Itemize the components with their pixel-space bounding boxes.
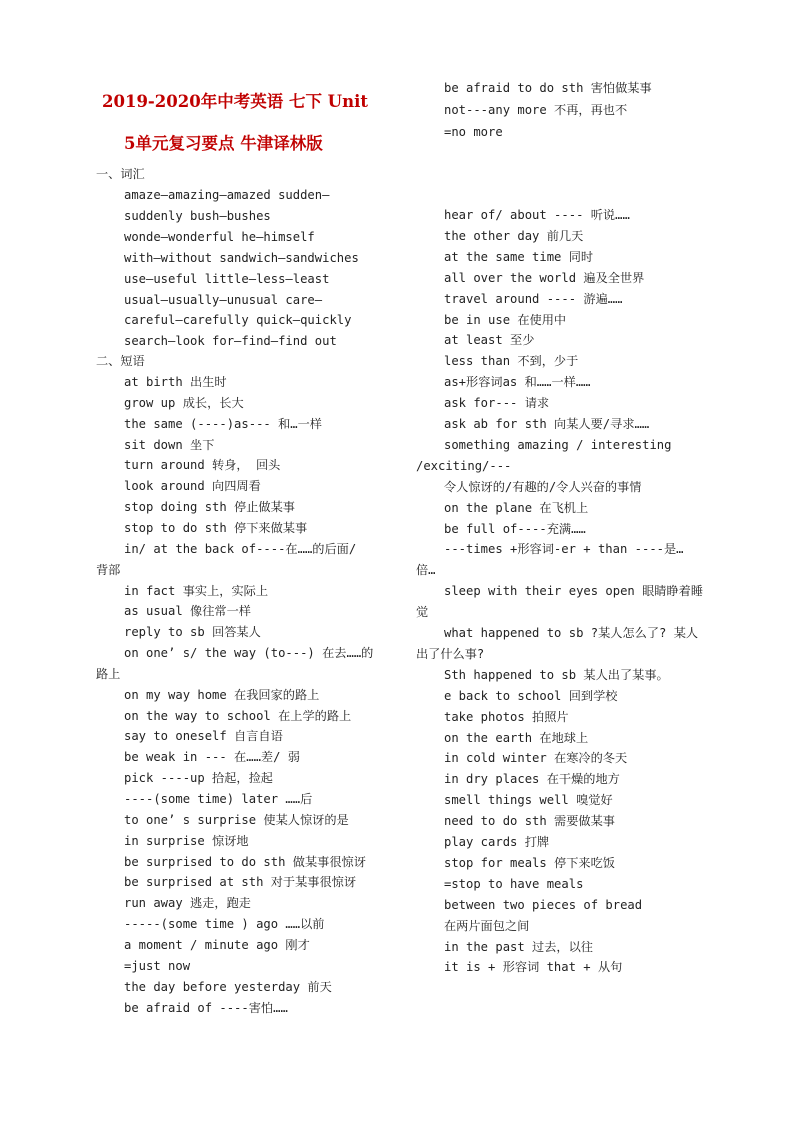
vocab-line: careful—carefully quick—quickly xyxy=(124,313,352,328)
phrase-line: less than 不到，少于 xyxy=(444,354,579,369)
phrase-line: in dry places 在干燥的地方 xyxy=(444,772,620,787)
phrase-line: play cards 打牌 xyxy=(444,835,550,849)
phrase-line: in cold winter 在寒冷的冬天 xyxy=(444,751,628,766)
vocab-line: with—without sandwich—sandwiches xyxy=(124,250,359,265)
phrase-line: at least 至少 xyxy=(444,333,535,348)
phrase-line: all over the world 遍及全世界 xyxy=(444,270,645,285)
phrase-line: sleep with their eyes open 眼睛睁着睡 xyxy=(444,584,704,599)
phrase-line: look around 向四周看 xyxy=(124,479,261,494)
phrase-line: in the past 过去，以往 xyxy=(444,939,593,954)
phrase-line: hear of/ about ---- 听说…… xyxy=(444,208,630,222)
phrase-line: something amazing / interesting xyxy=(444,437,672,452)
phrase-line: -----(some time ) ago ……以前 xyxy=(124,917,325,932)
phrase-line: say to oneself 自言自语 xyxy=(124,729,283,744)
phrase-line: run away 逃走，跑走 xyxy=(124,896,251,911)
phrase-line: not---any more 不再，再也不 xyxy=(444,103,628,117)
phrase-line: 背部 xyxy=(96,562,121,577)
phrase-line: be in use 在使用中 xyxy=(444,312,567,327)
phrase-line: 路上 xyxy=(96,666,121,681)
phrase-line: 觉 xyxy=(416,605,429,620)
phrase-line: be full of----充满…… xyxy=(444,521,586,536)
phrase-line: what happened to sb ?某人怎么了? 某人 xyxy=(444,626,699,640)
phrase-line: between two pieces of bread xyxy=(444,897,643,912)
phrase-line: turn around 转身， 回头 xyxy=(124,458,281,473)
phrase-line: on my way home 在我回家的路上 xyxy=(124,687,320,702)
phrase-line: the same (----)as--- 和…一样 xyxy=(124,416,322,431)
phrase-line: be afraid to do sth 害怕做某事 xyxy=(444,81,652,95)
phrase-line: in/ at the back of----在……的后面/ xyxy=(124,541,357,556)
phrase-line: in surprise 惊讶地 xyxy=(124,833,249,848)
phrase-line: be weak in --- 在……差/ 弱 xyxy=(124,750,300,765)
phrase-line: as+形容词as 和……一样…… xyxy=(444,375,591,390)
phrase-line: at the same time 同时 xyxy=(444,249,594,264)
phrase-line: be surprised at sth 对于某事很惊讶 xyxy=(124,875,357,890)
phrase-line: pick ----up 拾起，捡起 xyxy=(124,771,273,786)
vocab-line: suddenly bush—bushes xyxy=(124,208,271,223)
phrase-line: a moment / minute ago 刚才 xyxy=(124,937,310,952)
vocab-heading: 一、词汇 xyxy=(96,167,145,181)
phrase-line: 令人惊讶的/有趣的/令人兴奋的事情 xyxy=(444,479,642,494)
phrase-line: it is + 形容词 that + 从句 xyxy=(444,960,623,975)
phrase-line: Sth happened to sb 某人出了某事。 xyxy=(444,667,669,682)
vocab-line: usual—usually—unusual care— xyxy=(124,292,323,307)
vocab-line: search—look for—find—find out xyxy=(124,334,337,349)
phrase-line: =just now xyxy=(124,958,191,973)
phrase-line: the day before yesterday 前天 xyxy=(124,979,332,994)
phrase-line: /exciting/--- xyxy=(416,458,512,473)
title-line-1: 2019-2020年中考英语 七下 Unit xyxy=(102,92,368,111)
phrase-line: the other day 前几天 xyxy=(444,228,584,243)
phrase-line: ask for--- 请求 xyxy=(444,396,550,411)
phrase-line: smell things well 嗅觉好 xyxy=(444,793,613,808)
phrase-line: travel around ---- 游遍…… xyxy=(444,291,623,306)
phrase-line: 倍… xyxy=(416,563,436,578)
phrase-line: on one’ s/ the way (to---) 在去……的 xyxy=(124,646,374,661)
vocab-line: amaze—amazing—amazed sudden— xyxy=(124,188,330,202)
phrase-line: sit down 坐下 xyxy=(124,437,215,452)
phrase-line: at birth 出生时 xyxy=(124,375,227,389)
phrase-line: =stop to have meals xyxy=(444,876,584,891)
phrase-line: on the plane 在飞机上 xyxy=(444,500,589,515)
phrase-line: stop doing sth 停止做某事 xyxy=(124,500,295,515)
phrase-line: stop for meals 停下来吃饭 xyxy=(444,855,615,870)
phrase-line: take photos 拍照片 xyxy=(444,709,569,724)
phrase-line: =no more xyxy=(444,125,503,139)
phrase-line: on the way to school 在上学的路上 xyxy=(124,708,352,723)
phrase-line: to one’ s surprise 使某人惊讶的是 xyxy=(124,812,349,827)
phrase-line: ask ab for sth 向某人要/寻求…… xyxy=(444,417,650,431)
phrase-line: e back to school 回到学校 xyxy=(444,688,618,703)
phrase-line: on the earth 在地球上 xyxy=(444,730,589,745)
title-line-2: 5单元复习要点 牛津译林版 xyxy=(124,134,323,153)
phrase-line: 在两片面包之间 xyxy=(444,918,530,933)
vocab-line: use—useful little—less—least xyxy=(124,271,330,286)
phrase-line: grow up 成长，长大 xyxy=(124,395,244,410)
phrase-line: be surprised to do sth 做某事很惊讶 xyxy=(124,854,366,869)
phrases-heading: 二、短语 xyxy=(96,354,145,368)
phrase-line: reply to sb 回答某人 xyxy=(124,625,261,640)
phrase-line: in fact 事实上，实际上 xyxy=(124,583,269,598)
phrase-line: 出了什么事? xyxy=(416,646,485,661)
phrase-line: stop to do sth 停下来做某事 xyxy=(124,520,308,535)
phrase-line: need to do sth 需要做某事 xyxy=(444,814,615,829)
phrase-line: as usual 像往常一样 xyxy=(124,604,251,619)
phrase-line: ----(some time) later ……后 xyxy=(124,792,313,806)
phrase-line: ---times +形容词-er + than ----是… xyxy=(444,542,684,557)
phrase-line: be afraid of ----害怕…… xyxy=(124,1000,288,1015)
vocab-line: wonde—wonderful he—himself xyxy=(124,229,315,244)
